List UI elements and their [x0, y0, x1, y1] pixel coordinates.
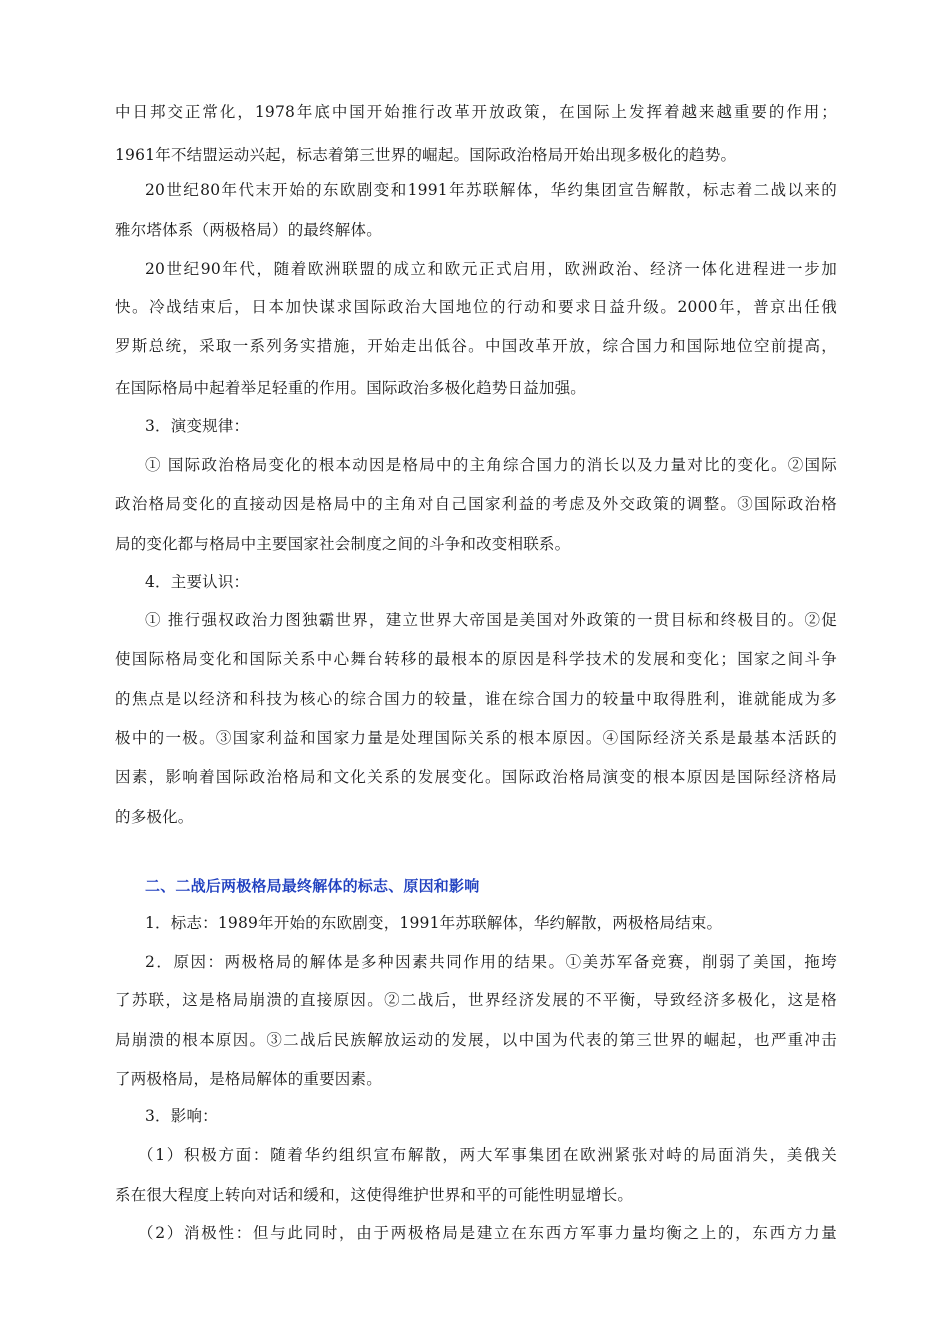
paragraph-line: 中日邦交正常化，1978年底中国开始推行改革开放政策，在国际上发挥着越来越重要的作用； [115, 103, 837, 121]
section-subheading: 3．影响： [145, 1107, 218, 1125]
paragraph-line: 了苏联，这是格局崩溃的直接原因。②二战后，世界经济发展的不平衡，导致经济多极化，这是格 [115, 991, 837, 1009]
paragraph-line: 1961年不结盟运动兴起，标志着第三世界的崛起。国际政治格局开始出现多极化的趋势。 [115, 146, 737, 164]
paragraph-line: ① 推行强权政治力图独霸世界，建立世界大帝国是美国对外政策的一贯目标和终极目的。②促 [145, 611, 837, 629]
paragraph-line: 政治格局变化的直接动因是格局中的主角对自己国家利益的考虑及外交政策的调整。③国际政治格 [115, 495, 837, 513]
paragraph-line: 了两极格局，是格局解体的重要因素。 [115, 1070, 382, 1088]
paragraph-line: 局的变化都与格局中主要国家社会制度之间的斗争和改变相联系。 [115, 535, 571, 553]
paragraph-line: 极中的一极。③国家利益和国家力量是处理国际关系的根本原因。④国际经济关系是最基本活跃的 [115, 729, 837, 747]
paragraph-line: 20世纪80年代末开始的东欧剧变和1991年苏联解体，华约集团宣告解散，标志着二战以来的 [145, 181, 837, 199]
paragraph-line: （1）积极方面：随着华约组织宣布解散，两大军事集团在欧洲紧张对峙的局面消失，美俄关 [138, 1146, 837, 1164]
section-subheading: 3．演变规律： [145, 417, 250, 435]
paragraph-line: 1．标志：1989年开始的东欧剧变，1991年苏联解体，华约解散，两极格局结束。 [145, 914, 723, 932]
paragraph-line: 在国际格局中起着举足轻重的作用。国际政治多极化趋势日益加强。 [115, 379, 587, 397]
paragraph-line: 系在很大程度上转向对话和缓和，这使得维护世界和平的可能性明显增长。 [115, 1186, 634, 1204]
paragraph-line: 20世纪90年代，随着欧洲联盟的成立和欧元正式启用，欧洲政治、经济一体化进程进一步加 [145, 260, 837, 278]
paragraph-line: 的焦点是以经济和科技为核心的综合国力的较量，谁在综合国力的较量中取得胜利，谁就能成为多 [115, 690, 837, 708]
paragraph-line: ① 国际政治格局变化的根本动因是格局中的主角综合国力的消长以及力量对比的变化。②国际 [145, 456, 837, 474]
section-heading: 二、二战后两极格局最终解体的标志、原因和影响 [145, 877, 480, 895]
paragraph-line: 快。冷战结束后，日本加快谋求国际政治大国地位的行动和要求日益升级。2000年，普京出任俄 [115, 298, 837, 316]
paragraph-line: 因素，影响着国际政治格局和文化关系的发展变化。国际政治格局演变的根本原因是国际经济格局 [115, 768, 837, 786]
paragraph-line: 雅尔塔体系（两极格局）的最终解体。 [115, 221, 382, 239]
section-subheading: 4．主要认识： [145, 573, 250, 591]
paragraph-line: 的多极化。 [115, 808, 194, 826]
paragraph-line: 罗斯总统，采取一系列务实措施，开始走出低谷。中国改革开放，综合国力和国际地位空前提高， [115, 337, 837, 355]
paragraph-line: （2）消极性：但与此同时，由于两极格局是建立在东西方军事力量均衡之上的，东西方力量 [138, 1224, 837, 1242]
paragraph-line: 2．原因：两极格局的解体是多种因素共同作用的结果。①美苏军备竞赛，削弱了美国，拖垮 [145, 953, 837, 971]
paragraph-line: 局崩溃的根本原因。③二战后民族解放运动的发展，以中国为代表的第三世界的崛起，也严重冲击 [115, 1031, 837, 1049]
paragraph-line: 使国际格局变化和国际关系中心舞台转移的最根本的原因是科学技术的发展和变化；国家之间斗争 [115, 650, 837, 668]
